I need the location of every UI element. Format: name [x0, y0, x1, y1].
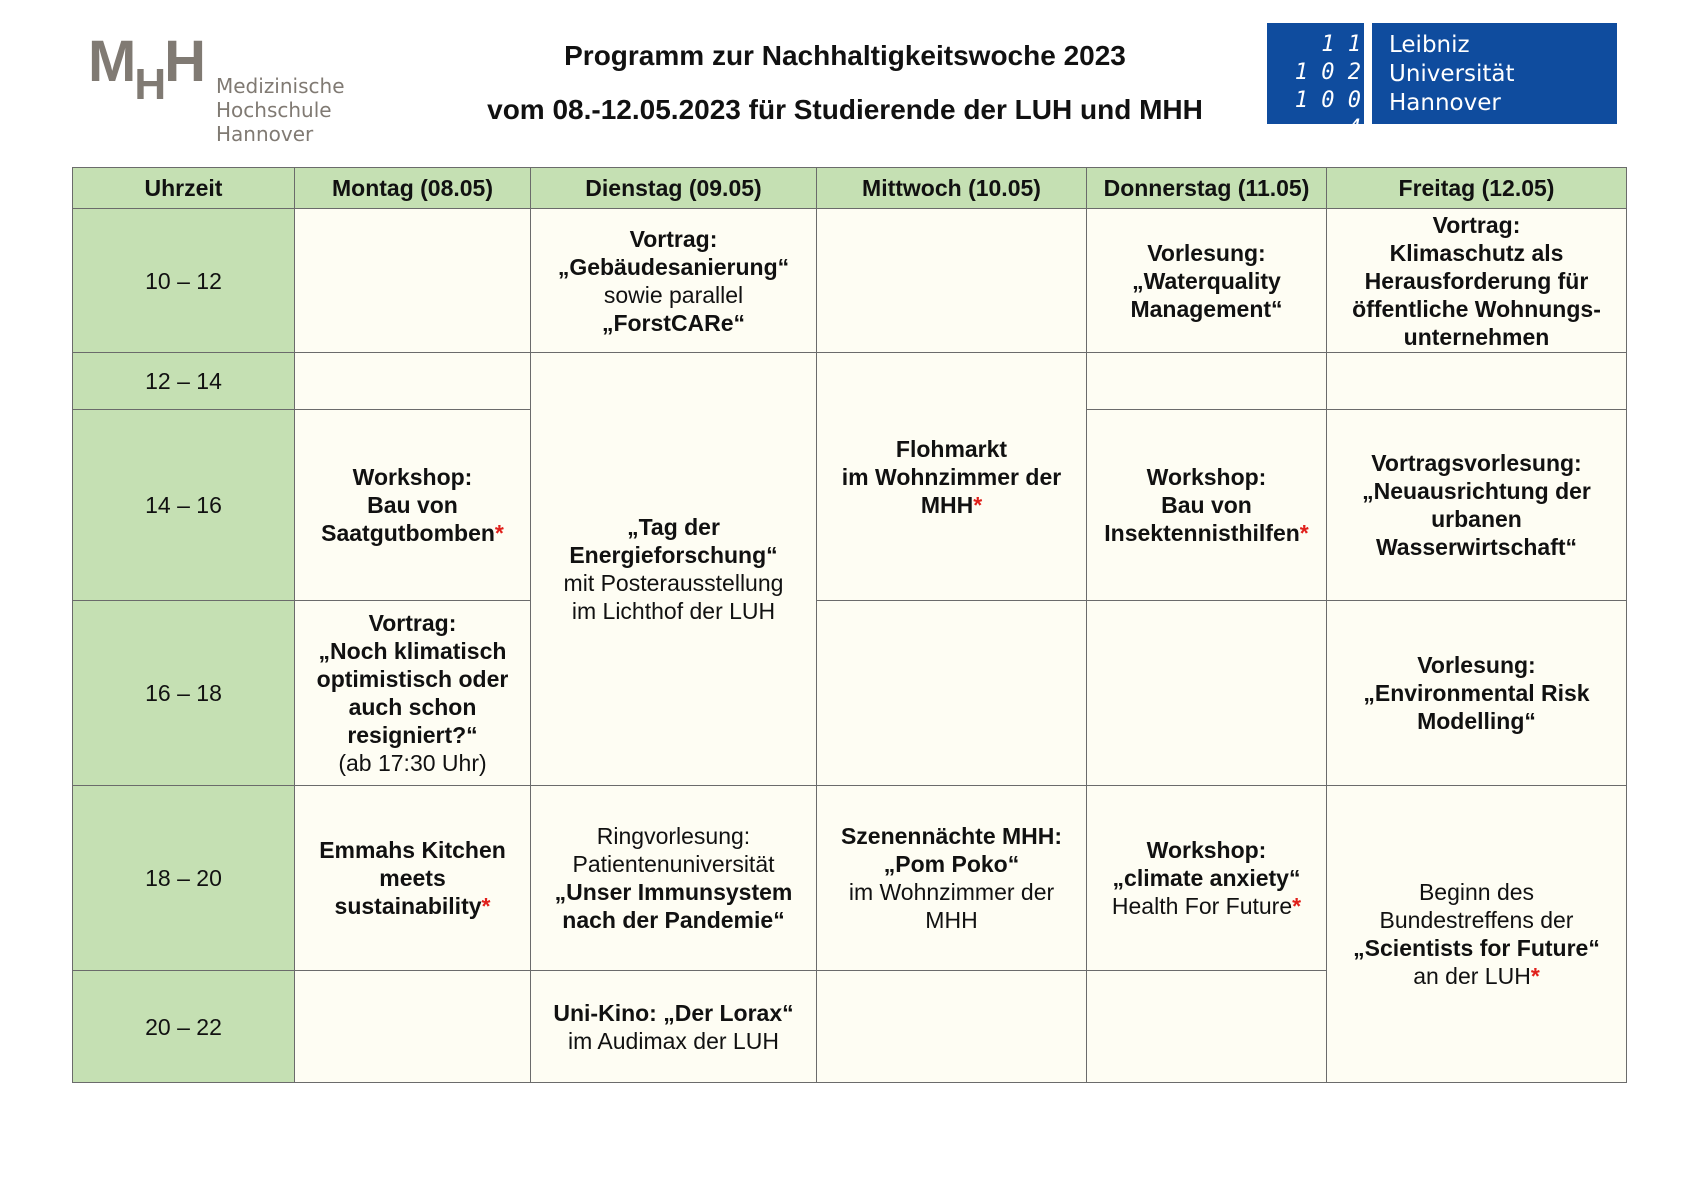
- table-row: [73, 353, 1627, 410]
- event-line: „Scientists for Future“: [1353, 935, 1600, 961]
- page-subtitle: vom 08.-12.05.2023 für Studierende der LUH und MHH: [487, 94, 1203, 125]
- event-text: Insektennisthilfen: [1104, 520, 1300, 546]
- event-cell: [1087, 786, 1327, 971]
- luh-logo-line1: Leibniz: [1389, 32, 1470, 58]
- table-row: [73, 209, 1627, 353]
- luh-digits-row3: 1 0 0 4: [1294, 88, 1361, 141]
- empty-cell: [817, 209, 1087, 353]
- event-line: im Wohnzimmer der: [841, 463, 1062, 490]
- registration-marker: *: [1299, 520, 1309, 546]
- event-line: Emmahs Kitchen: [319, 837, 506, 863]
- event-cell: [1087, 410, 1327, 601]
- luh-logo-line3: Hannover: [1389, 90, 1501, 116]
- event-cell: [531, 971, 817, 1083]
- event-cell: [1087, 209, 1327, 353]
- column-header-tuesday: Dienstag (09.05): [531, 168, 817, 209]
- time-slot: 20 – 22: [73, 971, 295, 1083]
- event-cell: [1327, 410, 1627, 601]
- event-line: im Audimax der LUH: [568, 1027, 779, 1054]
- event-cell: [295, 601, 531, 786]
- empty-cell: [295, 353, 531, 410]
- event-text: Saatgutbomben: [321, 520, 495, 546]
- mhh-logo: [88, 29, 448, 146]
- event-cell: [295, 786, 531, 971]
- event-line: Vortrag:: [368, 610, 457, 636]
- registration-marker: *: [494, 520, 504, 546]
- event-cell: [1327, 601, 1627, 786]
- event-line: Energieforschung“: [569, 542, 778, 568]
- event-cell: [817, 353, 1087, 601]
- event-line: Flohmarkt: [895, 435, 1008, 462]
- event-line: im Lichthof der LUH: [571, 598, 776, 624]
- table-row: [73, 601, 1627, 786]
- event-line: Workshop:: [352, 464, 473, 490]
- event-line: [1333, 962, 1620, 990]
- empty-cell: [295, 209, 531, 353]
- event-line: Workshop:: [1146, 464, 1267, 490]
- event-line: Vortrag:: [1432, 211, 1521, 238]
- event-line: Management“: [1130, 295, 1283, 322]
- time-slot: 18 – 20: [73, 786, 295, 971]
- event-line: Szenennächte MHH:: [840, 823, 1063, 849]
- event-line: optimistisch oder: [316, 666, 509, 692]
- event-line: MHH: [925, 907, 978, 933]
- mhh-logo-mark: $M_HH$: [88, 29, 204, 109]
- event-line: Patientenuniversität: [572, 851, 775, 877]
- table-row: [73, 786, 1627, 971]
- event-line: Wasserwirtschaft“: [1375, 534, 1578, 560]
- event-line: [1093, 519, 1320, 547]
- page-title: Programm zur Nachhaltigkeitswoche 2023: [564, 40, 1126, 71]
- time-slot: 10 – 12: [73, 209, 295, 353]
- event-line: Workshop:: [1146, 837, 1267, 863]
- event-cell: [531, 209, 817, 353]
- event-line: „Gebäudesanierung“: [557, 253, 790, 280]
- event-line: auch schon: [348, 694, 477, 720]
- empty-cell: [1087, 353, 1327, 410]
- event-line: urbanen: [1431, 506, 1522, 532]
- column-header-time: Uhrzeit: [73, 168, 295, 209]
- event-cell: [295, 410, 531, 601]
- luh-logo-digits: [1273, 31, 1361, 143]
- event-cell: [817, 786, 1087, 971]
- event-line: (ab 17:30 Uhr): [338, 750, 487, 776]
- event-text: Health For Future: [1111, 893, 1293, 919]
- event-line: Bau von: [1161, 492, 1252, 518]
- event-line: Vortrag:: [629, 225, 718, 252]
- event-line: „Noch klimatisch: [318, 638, 507, 664]
- event-line: sowie parallel: [603, 281, 744, 308]
- event-line: Vorlesung:: [1147, 239, 1266, 266]
- event-line: [823, 491, 1080, 519]
- event-line: Vortragsvorlesung:: [1371, 450, 1582, 476]
- event-line: nach der Pandemie“: [562, 907, 785, 933]
- mhh-logo-text: [216, 74, 448, 146]
- registration-marker: *: [481, 893, 491, 919]
- column-header-thursday: Donnerstag (11.05): [1087, 168, 1327, 209]
- luh-logo-divider: [1364, 23, 1372, 124]
- event-line: Modelling“: [1417, 708, 1536, 734]
- column-header-friday: Freitag (12.05): [1327, 168, 1627, 209]
- event-line: unternehmen: [1403, 323, 1550, 350]
- luh-digits-row2: 1 0 2: [1294, 60, 1361, 85]
- event-line: „Waterquality: [1132, 267, 1281, 294]
- column-header-wednesday: Mittwoch (10.05): [817, 168, 1087, 209]
- event-line: meets: [379, 865, 446, 891]
- time-slot: 14 – 16: [73, 410, 295, 601]
- event-line: „Pom Poko“: [883, 851, 1020, 877]
- event-line: Uni-Kino: „Der Lorax“: [553, 999, 794, 1026]
- event-line: öffentliche Wohnungs-: [1352, 295, 1601, 322]
- event-line: resigniert?“: [347, 722, 478, 748]
- time-slot: 12 – 14: [73, 353, 295, 410]
- luh-logo-text: [1389, 31, 1515, 118]
- mhh-logo-line1: Medizinische Hochschule: [216, 74, 345, 122]
- event-line: Ringvorlesung:: [596, 823, 751, 849]
- event-line: „ForstCARe“: [601, 309, 746, 336]
- empty-cell: [295, 971, 531, 1083]
- event-line: [1093, 892, 1320, 920]
- event-line: Klimaschutz als: [1389, 239, 1564, 266]
- luh-logo-line2: Universität: [1389, 61, 1515, 87]
- event-line: „climate anxiety“: [1112, 865, 1301, 891]
- table-header-row: [73, 168, 1627, 209]
- event-text: MHH: [920, 491, 974, 518]
- luh-logo: [1267, 23, 1617, 141]
- luh-digits-row1: 1 1: [1321, 32, 1361, 57]
- mhh-logo-line2: Hannover: [216, 122, 314, 146]
- event-cell: [531, 353, 817, 786]
- event-line: „Environmental Risk: [1363, 680, 1590, 706]
- event-line: „Neuausrichtung der: [1362, 478, 1591, 504]
- event-line: „Unser Immunsystem: [554, 879, 793, 905]
- event-text: sustainability: [334, 893, 482, 919]
- empty-cell: [1327, 353, 1627, 410]
- registration-marker: *: [1292, 893, 1302, 919]
- event-line: Herausforderung für: [1364, 267, 1589, 294]
- event-line: Bau von: [367, 492, 458, 518]
- registration-marker: *: [973, 491, 983, 518]
- registration-marker: *: [1530, 963, 1540, 989]
- schedule-table: [72, 167, 1627, 1083]
- empty-cell: [817, 601, 1087, 786]
- event-line: Beginn des: [1418, 879, 1535, 905]
- event-line: [301, 892, 524, 920]
- event-cell: [531, 786, 817, 971]
- event-line: Bundestreffens der: [1379, 907, 1574, 933]
- event-cell: [1327, 209, 1627, 353]
- event-text: an der LUH: [1413, 963, 1531, 989]
- event-line: „Tag der: [627, 514, 720, 540]
- event-cell: [1327, 786, 1627, 1083]
- event-line: Vorlesung:: [1417, 652, 1536, 678]
- empty-cell: [1087, 971, 1327, 1083]
- column-header-monday: Montag (08.05): [295, 168, 531, 209]
- time-slot: 16 – 18: [73, 601, 295, 786]
- empty-cell: [817, 971, 1087, 1083]
- event-line: [301, 519, 524, 547]
- empty-cell: [1087, 601, 1327, 786]
- event-line: mit Posterausstellung: [563, 570, 784, 596]
- event-line: im Wohnzimmer der: [848, 879, 1055, 905]
